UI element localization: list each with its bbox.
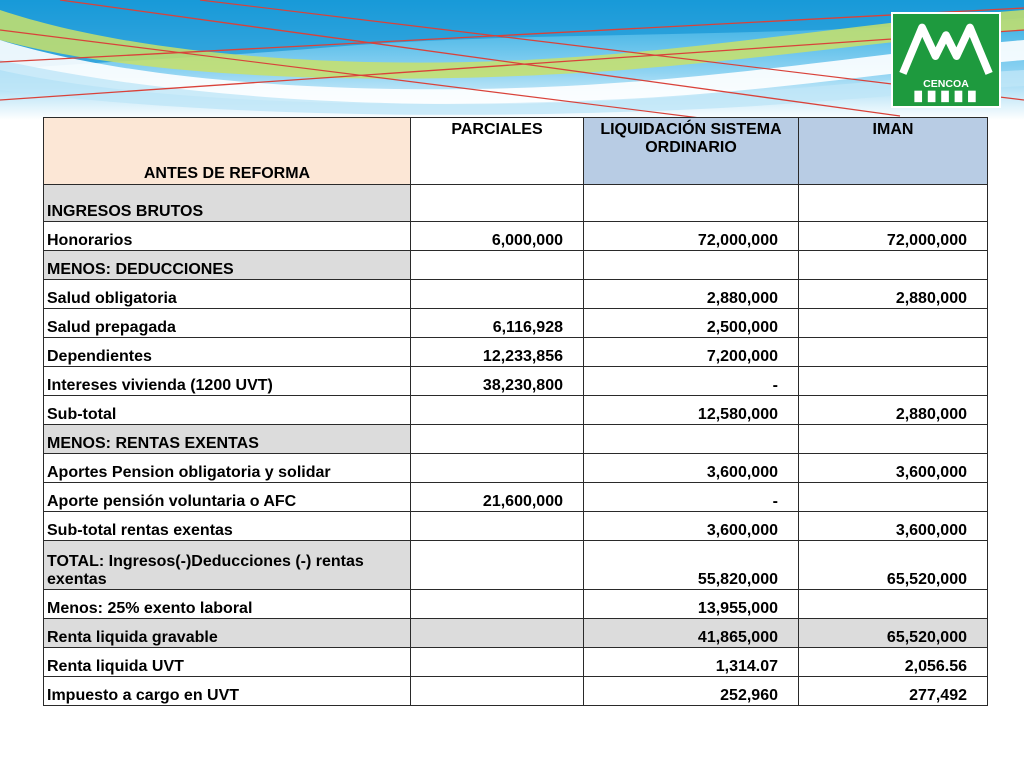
table-row bbox=[44, 677, 988, 706]
row-label: TOTAL: Ingresos(-)Deducciones (-) rentas exentas bbox=[44, 541, 411, 590]
table-row bbox=[44, 309, 988, 338]
row-label: MENOS: DEDUCCIONES bbox=[44, 251, 411, 280]
header-parciales: PARCIALES bbox=[411, 118, 584, 185]
cell-iman: 65,520,000 bbox=[799, 619, 988, 648]
header-liquidacion-sistema-ordinario: LIQUIDACIÓN SISTEMA ORDINARIO bbox=[584, 118, 799, 185]
cell-iman: 3,600,000 bbox=[799, 512, 988, 541]
cell-ordinario: 41,865,000 bbox=[584, 619, 799, 648]
cell-parciales bbox=[411, 677, 584, 706]
cell-iman bbox=[799, 251, 988, 280]
cell-iman: 2,880,000 bbox=[799, 396, 988, 425]
cell-iman: 72,000,000 bbox=[799, 222, 988, 251]
cell-iman: 277,492 bbox=[799, 677, 988, 706]
cell-iman: 2,056.56 bbox=[799, 648, 988, 677]
cell-parciales: 12,233,856 bbox=[411, 338, 584, 367]
decorative-banner bbox=[0, 0, 1024, 120]
logo-text: CENCOA bbox=[923, 77, 969, 90]
row-label: Impuesto a cargo en UVT bbox=[44, 677, 411, 706]
cell-iman: 2,880,000 bbox=[799, 280, 988, 309]
row-label: Aportes Pension obligatoria y solidar bbox=[44, 454, 411, 483]
row-label: Sub-total rentas exentas bbox=[44, 512, 411, 541]
cell-iman bbox=[799, 425, 988, 454]
row-label: Menos: 25% exento laboral bbox=[44, 590, 411, 619]
row-label: Aporte pensión voluntaria o AFC bbox=[44, 483, 411, 512]
table-row bbox=[44, 367, 988, 396]
cell-iman bbox=[799, 590, 988, 619]
table-row bbox=[44, 396, 988, 425]
table-row bbox=[44, 338, 988, 367]
row-label: MENOS: RENTAS EXENTAS bbox=[44, 425, 411, 454]
cell-ordinario: 7,200,000 bbox=[584, 338, 799, 367]
cell-ordinario bbox=[584, 185, 799, 222]
row-label: Salud obligatoria bbox=[44, 280, 411, 309]
row-label: Honorarios bbox=[44, 222, 411, 251]
cell-iman bbox=[799, 309, 988, 338]
table-header-row bbox=[44, 118, 988, 185]
row-label: Salud prepagada bbox=[44, 309, 411, 338]
table-row bbox=[44, 425, 988, 454]
cell-parciales: 6,000,000 bbox=[411, 222, 584, 251]
table-row bbox=[44, 512, 988, 541]
cell-ordinario: 1,314.07 bbox=[584, 648, 799, 677]
table-row bbox=[44, 648, 988, 677]
cell-ordinario bbox=[584, 425, 799, 454]
table-row bbox=[44, 185, 988, 222]
cell-parciales bbox=[411, 251, 584, 280]
table-row bbox=[44, 590, 988, 619]
cell-ordinario: 3,600,000 bbox=[584, 454, 799, 483]
cell-parciales bbox=[411, 396, 584, 425]
cell-parciales bbox=[411, 185, 584, 222]
cell-parciales bbox=[411, 619, 584, 648]
cell-parciales bbox=[411, 590, 584, 619]
row-label: Sub-total bbox=[44, 396, 411, 425]
cell-iman bbox=[799, 483, 988, 512]
row-label: INGRESOS BRUTOS bbox=[44, 185, 411, 222]
cell-iman bbox=[799, 185, 988, 222]
cell-ordinario: 2,880,000 bbox=[584, 280, 799, 309]
cell-iman: 3,600,000 bbox=[799, 454, 988, 483]
cell-ordinario: 12,580,000 bbox=[584, 396, 799, 425]
cell-parciales: 38,230,800 bbox=[411, 367, 584, 396]
cell-iman bbox=[799, 367, 988, 396]
row-label: Renta liquida UVT bbox=[44, 648, 411, 677]
cell-parciales: 21,600,000 bbox=[411, 483, 584, 512]
cell-parciales: 6,116,928 bbox=[411, 309, 584, 338]
cell-ordinario: 252,960 bbox=[584, 677, 799, 706]
cencoa-logo bbox=[891, 12, 1001, 108]
cell-ordinario: 3,600,000 bbox=[584, 512, 799, 541]
cell-parciales bbox=[411, 648, 584, 677]
table-row bbox=[44, 454, 988, 483]
cell-parciales bbox=[411, 425, 584, 454]
cell-ordinario: 55,820,000 bbox=[584, 541, 799, 590]
cell-ordinario: 13,955,000 bbox=[584, 590, 799, 619]
cell-parciales bbox=[411, 454, 584, 483]
cell-ordinario: 2,500,000 bbox=[584, 309, 799, 338]
cell-parciales bbox=[411, 541, 584, 590]
cell-ordinario: - bbox=[584, 367, 799, 396]
row-label: Renta liquida gravable bbox=[44, 619, 411, 648]
row-label: Intereses vivienda (1200 UVT) bbox=[44, 367, 411, 396]
cell-iman bbox=[799, 338, 988, 367]
table-row bbox=[44, 222, 988, 251]
row-label: Dependientes bbox=[44, 338, 411, 367]
tax-comparison-table bbox=[43, 117, 988, 706]
table-row bbox=[44, 619, 988, 648]
cell-ordinario: - bbox=[584, 483, 799, 512]
header-antes-de-reforma: ANTES DE REFORMA bbox=[44, 118, 411, 185]
cell-ordinario: 72,000,000 bbox=[584, 222, 799, 251]
header-iman: IMAN bbox=[799, 118, 988, 185]
cell-ordinario bbox=[584, 251, 799, 280]
table-row bbox=[44, 251, 988, 280]
table-row bbox=[44, 541, 988, 590]
table-row bbox=[44, 483, 988, 512]
table-row bbox=[44, 280, 988, 309]
cell-parciales bbox=[411, 280, 584, 309]
cell-parciales bbox=[411, 512, 584, 541]
cell-iman: 65,520,000 bbox=[799, 541, 988, 590]
cencoa-logo-mark bbox=[893, 14, 999, 106]
